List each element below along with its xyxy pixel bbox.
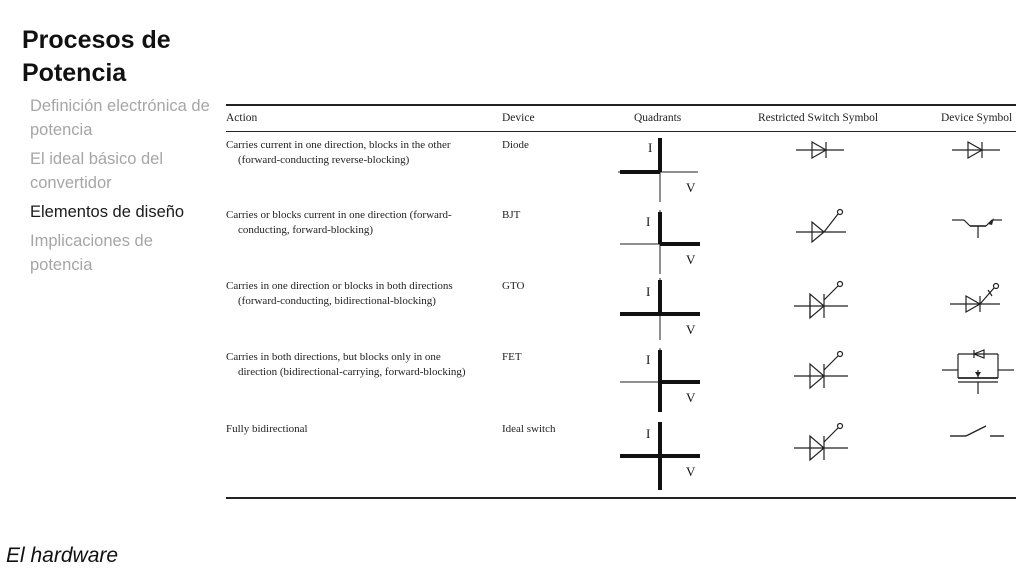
nav-item-implicaciones[interactable]: Implicaciones de potencia [30,232,153,274]
nav-item-definicion[interactable]: Definición electrónica de potencia [30,97,210,139]
row-diode-action: Carries current in one direction, blocks in the other (forward-conducting reverse-blocking) [226,139,451,166]
bjt-device-symbol-icon [950,208,1006,244]
row-gto-action: Carries in one direction or blocks in both directions (forward-conducting, bidirectional-blocking) [226,280,453,307]
row-diode-device: Diode [502,139,529,151]
header-action: Action [226,112,258,124]
quadrant-fet-v-label: V [686,390,696,405]
header-restricted-switch-symbol: Restricted Switch Symbol [758,112,879,124]
table-top-rule [226,104,1016,106]
header-device-symbol: Device Symbol [941,112,1013,124]
quadrant-gto-v-label: V [686,322,696,337]
row-ideal-switch-action: Fully bidirectional [226,423,308,435]
page-title [22,24,222,90]
quadrant-bjt-icon [616,208,706,272]
title-line-1: Procesos de [22,26,171,54]
quadrant-gto-icon [616,276,706,340]
row-fet-action: Carries in both directions, but blocks only in one direction (bidirectional-carrying, forward-blocking) [226,351,466,378]
fet-device-symbol-icon [940,348,1016,400]
quadrant-ideal-i-label: I [646,426,651,441]
diode-device-symbol-icon [950,138,1002,162]
sidebar-nav [30,94,210,282]
ideal-switch-device-symbol-icon [948,422,1008,446]
quadrant-ideal-v-label: V [686,464,696,479]
header-device: Device [502,112,535,124]
quadrant-fet-i-label: I [646,352,651,367]
quadrant-diode-v-label: V [686,180,696,195]
footer-caption: El hardware [6,544,119,567]
ideal-switch-restricted-symbol-icon [792,420,852,468]
switch-types-table [226,104,1016,500]
diode-restricted-symbol-icon [794,138,846,162]
table-bottom-rule [226,497,1016,499]
bjt-restricted-symbol-icon [794,204,850,254]
gto-restricted-symbol-icon [792,278,852,326]
row-bjt-device: BJT [502,209,521,221]
title-line-2: Potencia [22,59,127,87]
table-header-rule [226,131,1016,132]
header-quadrants: Quadrants [634,112,682,124]
quadrant-bjt-v-label: V [686,252,696,267]
quadrant-fet-icon [616,346,706,412]
row-gto-device: GTO [502,280,525,292]
gto-device-symbol-icon [948,280,1008,320]
quadrant-gto-i-label: I [646,284,651,299]
row-ideal-switch-device: Ideal switch [502,423,556,435]
quadrant-bjt-i-label: I [646,214,651,229]
nav-item-elementos-diseno[interactable]: Elementos de diseño [30,203,185,221]
row-bjt-action: Carries or blocks current in one direction (forward-conducting, forward-blocking) [226,209,452,236]
quadrant-diode-i-label: I [648,140,653,155]
nav-item-ideal-convertidor[interactable]: El ideal básico del convertidor [30,150,163,192]
fet-restricted-symbol-icon [792,348,852,396]
quadrant-diode-icon [616,136,706,194]
quadrant-ideal-switch-icon [616,418,706,490]
row-fet-device: FET [502,351,522,363]
